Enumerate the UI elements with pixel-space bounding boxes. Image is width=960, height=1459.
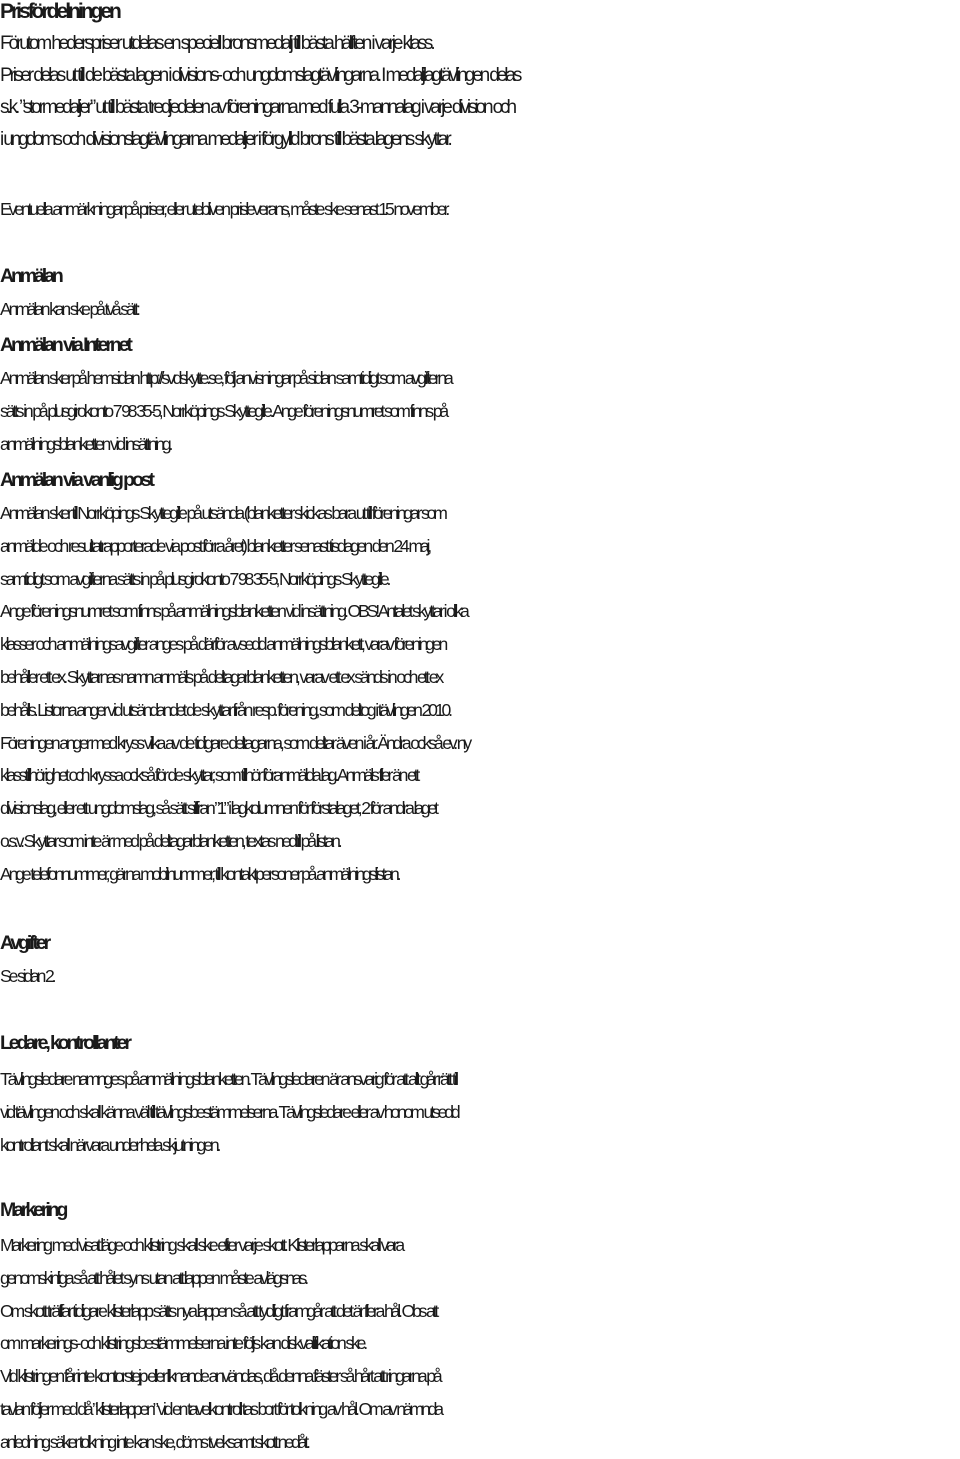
- prisfordelningen-body: [0, 28, 960, 156]
- text-line: behåller ett ex. Skyttarnas namn anmäls på deltagarblanketten, varav ett ex sänds in och ett ex: [0, 666, 442, 687]
- anmalan-post-body: [0, 497, 960, 891]
- text-line: vid tävlingen och skall känna väl till tävlingsbestämmelserna. Tävlingsledare eller av honom utsedd: [0, 1101, 458, 1122]
- text-line: om markerings- och klistringsbestämmelserna inte följs kan diskvalifikation ske.: [0, 1333, 365, 1354]
- text-line: Förutom hederspriser utdelas en speciell bronsmedalj till bästa hälften i varje klass.: [0, 33, 433, 54]
- text-line: sätts in på plusgirokonto 7 98 35-5, Norrköpings Skyttegille. Ange föreningsnumret som finns på: [0, 400, 446, 421]
- section-heading-ledare: Ledare, kontrollanter: [0, 1032, 129, 1054]
- text-line: anledning säker tolkning inte kan ske, döms tveksamt skott nedåt.: [0, 1431, 308, 1452]
- text-line: anmälde och resultatrapporterade via post förra året) blanketter senast tisdagen den 24 maj,: [0, 535, 430, 556]
- anmarkningar-text: Eventuella anmärkningar på priser, eller utebliven prisleverans, måste ske senast 15 november.: [0, 199, 448, 219]
- text-line: Anmälan sker till Norrköpings Skyttegille på utsända (blanketter skickas bara ut till föreningar som: [0, 503, 445, 523]
- anmalan-internet-body: [0, 362, 960, 460]
- text-line: tavlan följer med då ”klisterlappen” vid en tavelkontroll tas bort för tolkning av hål. Om av nämnda: [0, 1398, 441, 1419]
- text-line: Föreningen anger med kryss vilka av de tidigare deltagarna, som deltar även i år. Ändra också ev. ny: [0, 732, 469, 753]
- text-line: kontrollant skall närvara under hela skjutningen.: [0, 1134, 219, 1155]
- text-line: behålls. Listorna anger vid utsändandet de skyttar från resp. förening, som deltog i tävlingen 2010.: [0, 699, 450, 720]
- text-line: o.s.v. Skyttar som inte är med på deltagarblanketten, textas nedtill på listan.: [0, 830, 340, 851]
- text-line: s.k. ”stormedaljer” ut till bästa tredjedelen av föreningarna med fulla 3-mannalag i varje division och: [0, 97, 514, 118]
- text-line: Priser delas ut till de bästa lagen i divisions- och ungdomslagtävlingarna. I medaljlagtävlingen delas: [0, 65, 520, 86]
- section-heading-avgifter: Avgifter: [0, 932, 49, 954]
- section-heading-prisfordelningen: Prisfördelningen: [0, 0, 119, 23]
- text-line: Tävlingsledare namnges på anmälningsblanketten. Tävlingsledaren är ansvarig för att allt går rätt till: [0, 1069, 456, 1089]
- text-line: Anmälan sker på hemsidan http://svdskytte.se, följ anvisningar på sidan samtidigt som avgifterna: [0, 368, 451, 388]
- text-line: klasstillhörighet och kryssa också för de skyttar, som tillhör föranmälda lag. Anmäls fler än ett: [0, 765, 418, 786]
- text-line: Vid klistringen får inte kontorstejp eller liknande användas, då denna fäster så hårt att ringarna på: [0, 1366, 440, 1387]
- text-line: divisionslag, eller ett ungdomslag, så sätt siffran ”1” i lagkolumnen för förstalaget, 2 för andra laget: [0, 798, 436, 819]
- text-line: klasser och anmälningsavgifter anges på därför avsedd anmälningsblankett, varav föreningen: [0, 634, 446, 655]
- text-line: samtidigt som avgifterna sätts in på plusgirokonto 7 98 35-5, Norrköpings Skyttegille.: [0, 568, 389, 589]
- section-heading-markering: Markering: [0, 1199, 66, 1221]
- text-line: anmälningsblanketten vid insättning.: [0, 433, 171, 454]
- ledare-body: [0, 1063, 960, 1161]
- text-line: Ange föreningsnumret som finns på anmälningsblanketten vid insättning. OBS! Antalet skyttar i olika: [0, 601, 467, 622]
- text-line: genomskinliga så att hålet syns utan att lappen måste avlägsnas.: [0, 1267, 306, 1288]
- text-line: Om skott träffar tidigare klisterlapp sätts nya lappen så att tydligt framgår att det är flera hål. Obs att: [0, 1300, 437, 1321]
- text-line: Markering med visat läge och klistring skall ske efter varje skott. Klisterlapparna skall vara: [0, 1235, 403, 1255]
- markering-body: [0, 1229, 960, 1459]
- text-line: Ange telefonnummer, gärna mobilnummer, till kontaktpersoner på anmälningslistan.: [0, 863, 399, 884]
- text-line: i ungdoms och divisionslagtävlingarna medaljer i förgylld brons till bästa lagens skyttar.: [0, 129, 450, 150]
- subheading-anmalan-internet: Anmälan via Internet: [0, 334, 130, 356]
- anmalan-intro: Anmälan kan ske på två sätt:: [0, 299, 138, 319]
- subheading-anmalan-post: Anmälan via vanlig post: [0, 469, 152, 491]
- avgifter-text: Se sidan 2.: [0, 966, 54, 986]
- section-heading-anmalan: Anmälan: [0, 265, 61, 287]
